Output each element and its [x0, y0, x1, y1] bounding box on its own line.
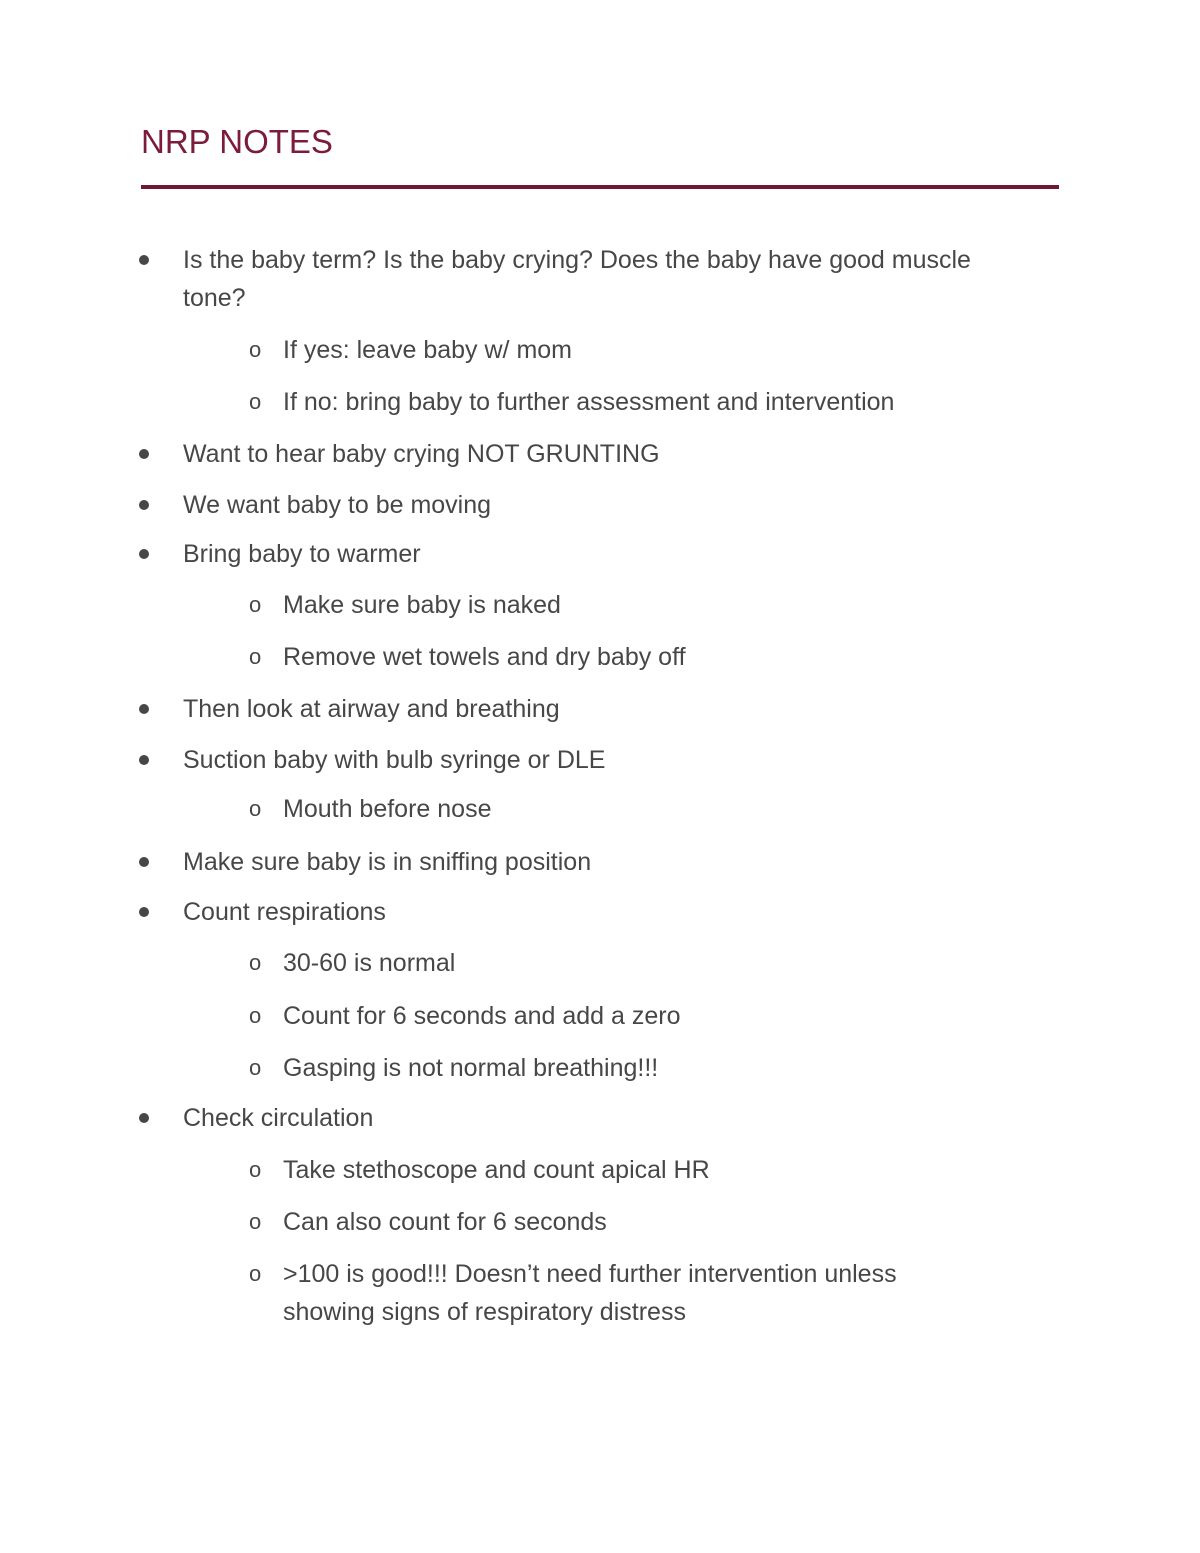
- bullet-icon: [139, 1113, 149, 1123]
- list-item-text: Make sure baby is naked: [283, 591, 561, 619]
- list-item-text: Then look at airway and breathing: [183, 695, 560, 723]
- list-item: [249, 1203, 607, 1241]
- list-item: [183, 535, 421, 573]
- circle-bullet-icon: o: [249, 592, 262, 617]
- circle-bullet-icon: o: [249, 950, 262, 975]
- list-item: [183, 893, 386, 931]
- list-item-text: Suction baby with bulb syringe or DLE: [183, 746, 606, 774]
- list-item-text-continued: showing signs of respiratory distress: [283, 1298, 686, 1326]
- bullet-icon: [139, 907, 149, 917]
- list-item-text: Take stethoscope and count apical HR: [283, 1156, 710, 1184]
- list-item-text: Want to hear baby crying NOT GRUNTING: [183, 440, 660, 468]
- list-item-text: Check circulation: [183, 1104, 374, 1132]
- list-item-text: 30-60 is normal: [283, 949, 456, 977]
- circle-bullet-icon: o: [249, 1209, 262, 1234]
- list-item: [249, 1049, 659, 1087]
- circle-bullet-icon: o: [249, 1261, 262, 1286]
- list-item-text: If yes: leave baby w/ mom: [283, 336, 573, 364]
- circle-bullet-icon: o: [249, 1157, 262, 1182]
- list-item: [183, 1099, 373, 1137]
- bullet-icon: [139, 704, 149, 714]
- list-item-text: If no: bring baby to further assessment and intervention: [283, 388, 895, 416]
- list-item-text-continued: tone?: [183, 284, 246, 312]
- bullet-icon: [139, 449, 149, 459]
- list-item-text: Mouth before nose: [283, 795, 492, 823]
- bullet-icon: [139, 755, 149, 765]
- list-item-text: Make sure baby is in sniffing position: [183, 848, 592, 876]
- list-item: [249, 790, 492, 828]
- circle-bullet-icon: o: [249, 389, 262, 414]
- list-item: [183, 741, 605, 779]
- list-item: [249, 586, 561, 624]
- list-item: [249, 997, 681, 1035]
- list-item-text: Is the baby term? Is the baby crying? Does the baby have good muscle: [183, 246, 971, 274]
- bullet-icon: [139, 549, 149, 559]
- page-title: NRP NOTES: [141, 123, 333, 160]
- list-item: [183, 435, 660, 473]
- list-item-text: Bring baby to warmer: [183, 540, 421, 568]
- list-item-text: >100 is good!!! Doesn’t need further intervention unless: [283, 1260, 897, 1288]
- list-item-text: Count for 6 seconds and add a zero: [283, 1002, 681, 1030]
- list-item-text: We want baby to be moving: [183, 491, 492, 519]
- list-item-text: Remove wet towels and dry baby off: [283, 643, 686, 671]
- list-item: [249, 383, 895, 421]
- circle-bullet-icon: o: [249, 1003, 262, 1028]
- list-item-text: Gasping is not normal breathing!!!: [283, 1054, 659, 1082]
- list-item: [249, 944, 456, 982]
- bullet-icon: [139, 857, 149, 867]
- list-item: [183, 690, 560, 728]
- list-item: [183, 843, 591, 881]
- circle-bullet-icon: o: [249, 796, 262, 821]
- circle-bullet-icon: o: [249, 1055, 262, 1080]
- bullet-icon: [139, 255, 149, 265]
- list-item: [183, 486, 491, 524]
- list-item: [249, 638, 686, 676]
- list-item: [249, 1151, 710, 1189]
- list-item: [183, 241, 971, 317]
- circle-bullet-icon: o: [249, 337, 262, 362]
- bullet-icon: [139, 500, 149, 510]
- list-item-text: Can also count for 6 seconds: [283, 1208, 607, 1236]
- list-item: [249, 331, 573, 369]
- list-item: [249, 1255, 897, 1331]
- circle-bullet-icon: o: [249, 644, 262, 669]
- list-item-text: Count respirations: [183, 898, 386, 926]
